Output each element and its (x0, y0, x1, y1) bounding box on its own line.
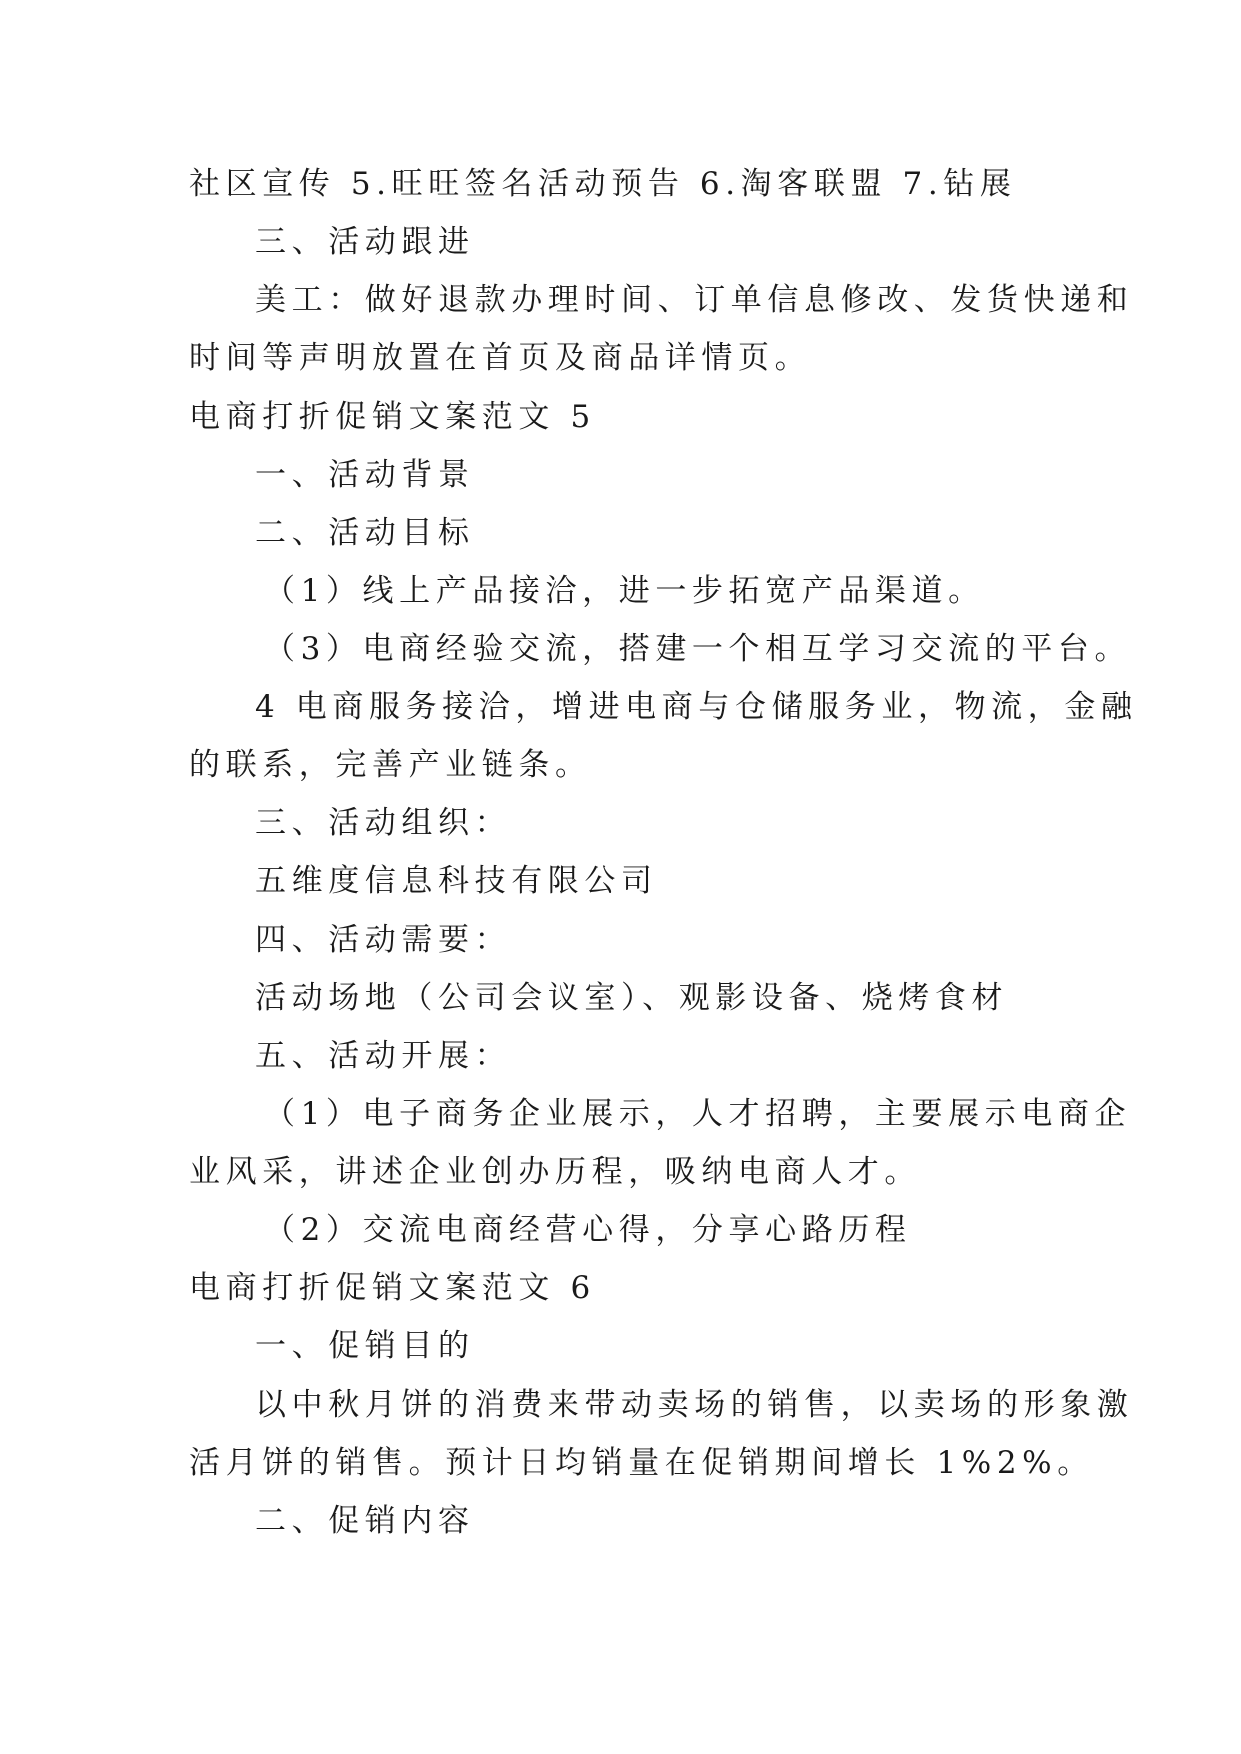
section-heading: 三、活动组织： (255, 805, 512, 841)
text-line: 活动场地（公司会议室）、观影设备、烧烤食材 (255, 980, 1009, 1016)
text-line: （1）线上产品接洽，进一步拓宽产品渠道。 (264, 573, 985, 609)
article-title: 电商打折促销文案范文 6 (189, 1270, 596, 1306)
text-line: 五维度信息科技有限公司 (255, 863, 658, 899)
text-line: 以中秋月饼的消费来带动卖场的销售，以卖场的形象激 (255, 1387, 1134, 1423)
section-heading: 五、活动开展： (255, 1038, 512, 1074)
section-heading: 一、活动背景 (255, 457, 475, 493)
text-line: （1）电子商务企业展示，人才招聘，主要展示电商企 (264, 1096, 1132, 1132)
section-heading: 二、促销内容 (255, 1503, 475, 1539)
section-heading: 三、活动跟进 (255, 224, 475, 260)
article-title: 电商打折促销文案范文 5 (189, 399, 596, 435)
text-line: 4 电商服务接洽，增进电商与仓储服务业，物流，金融 (255, 689, 1138, 725)
text-line: 美工：做好退款办理时间、订单信息修改、发货快递和 (255, 282, 1134, 318)
text-line: （3）电商经验交流，搭建一个相互学习交流的平台。 (264, 631, 1132, 667)
text-line: 时间等声明放置在首页及商品详情页。 (189, 340, 812, 376)
text-line: 业风采，讲述企业创办历程，吸纳电商人才。 (189, 1154, 921, 1190)
section-heading: 四、活动需要： (255, 922, 512, 958)
text-line: 的联系，完善产业链条。 (189, 747, 592, 783)
text-line: （2）交流电商经营心得，分享心路历程 (264, 1212, 912, 1248)
section-heading: 一、促销目的 (255, 1328, 475, 1364)
section-heading: 二、活动目标 (255, 515, 475, 551)
text-line: 社区宣传 5.旺旺签名活动预告 6.淘客联盟 7.钻展 (189, 166, 1017, 202)
text-line: 活月饼的销售。预计日均销量在促销期间增长 1%2%。 (189, 1445, 1094, 1481)
